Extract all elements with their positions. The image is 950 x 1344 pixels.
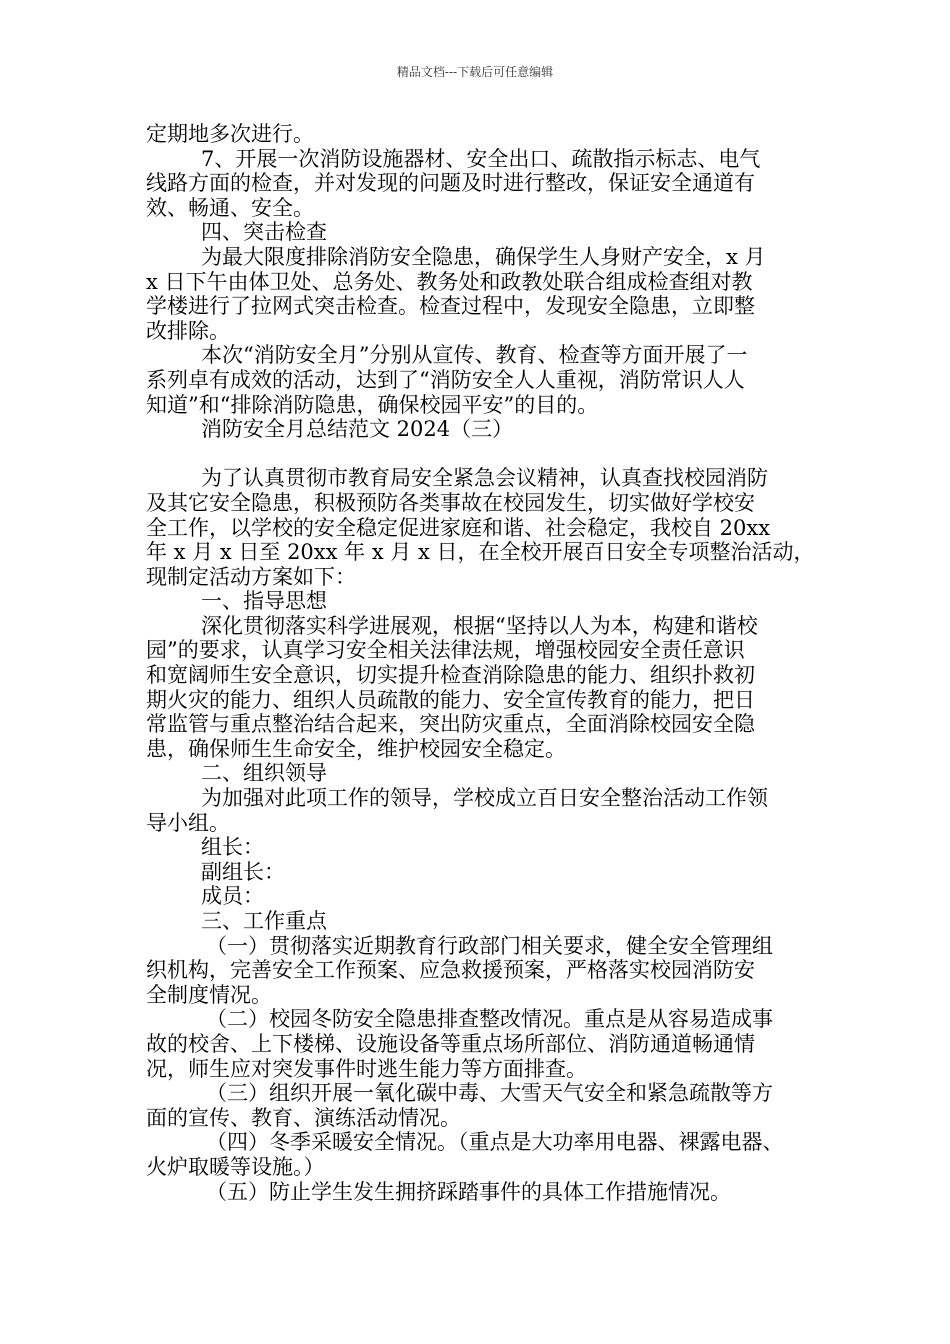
text-line: 消防安全月总结范文 2024（三） bbox=[201, 417, 514, 442]
text-line: 面的宣传、教育、演练活动情况。 bbox=[146, 1105, 461, 1130]
text-line: （一）贯彻落实近期教育行政部门相关要求，健全安全管理组 bbox=[206, 933, 773, 958]
text-line: 定期地多次进行。 bbox=[146, 122, 314, 146]
text-line: 7、开展一次消防设施器材、安全出口、疏散指示标志、电气 bbox=[201, 146, 761, 171]
text-line: 导小组。 bbox=[146, 810, 230, 835]
text-line: x 日下午由体卫处、总务处、教务处和政教处联合组成检查组对教 bbox=[146, 269, 753, 294]
text-line: 成员： bbox=[201, 884, 264, 909]
text-line: 线路方面的检查，并对发现的问题及时进行整改，保证安全通道有 bbox=[146, 171, 755, 196]
text-line: 故的校舍、上下楼梯、设施设备等重点场所部位、消防通道畅通情 bbox=[146, 1031, 755, 1056]
text-line: 为了认真贯彻市教育局安全紧急会议精神，认真查找校园消防 bbox=[201, 466, 768, 491]
text-line: 常监管与重点整治结合起来，突出防灾重点，全面消除校园安全隐 bbox=[146, 712, 755, 737]
document-body bbox=[146, 122, 815, 1204]
text-line: 改排除。 bbox=[146, 318, 230, 343]
text-line: 为加强对此项工作的领导，学校成立百日安全整治活动工作领 bbox=[201, 786, 768, 811]
text-line: 为最大限度排除消防安全隐患，确保学生人身财产安全，x 月 bbox=[201, 244, 766, 269]
text-line: 患，确保师生生命安全，维护校园安全稳定。 bbox=[146, 736, 566, 761]
text-line: 知道”和“排除消防隐患，确保校园平安”的目的。 bbox=[146, 392, 599, 417]
blank-line bbox=[146, 442, 810, 467]
text-line: 组长： bbox=[201, 835, 264, 860]
text-line: 园”的要求，认真学习安全相关法律法规，增强校园安全责任意识 bbox=[146, 638, 745, 663]
text-line: （三）组织开展一氧化碳中毒、大雪天气安全和紧急疏散等方 bbox=[206, 1081, 773, 1106]
text-line: 期火灾的能力、组织人员疏散的能力、安全宣传教育的能力，把日 bbox=[146, 687, 755, 712]
text-line: 全工作，以学校的安全稳定促进家庭和谐、社会稳定，我校自 20xx bbox=[146, 515, 771, 540]
text-line: 二、组织领导 bbox=[201, 761, 327, 786]
text-line: 年 x 月 x 日至 20xx 年 x 月 x 日，在全校开展百日安全专项整治活动， bbox=[146, 540, 815, 565]
text-line: 现制定活动方案如下： bbox=[146, 564, 356, 589]
text-line: 系列卓有成效的活动，达到了“消防安全人人重视，消防常识人人 bbox=[146, 367, 745, 392]
text-line: 和宽阔师生安全意识，切实提升检查消除隐患的能力、组织扑救初 bbox=[146, 663, 755, 688]
text-line: 四、突击检查 bbox=[201, 220, 327, 245]
text-line: 一、指导思想 bbox=[201, 589, 327, 614]
text-line: 三、工作重点 bbox=[201, 909, 327, 933]
text-line: （四）冬季采暖安全情况。（重点是大功率用电器、裸露电器、 bbox=[206, 1130, 784, 1155]
text-line: （二）校园冬防安全隐患排查整改情况。重点是从容易造成事 bbox=[206, 1007, 773, 1032]
text-line: 本次“消防安全月”分别从宣传、教育、检查等方面开展了一 bbox=[201, 343, 748, 368]
text-line: 学楼进行了拉网式突击检查。检查过程中，发现安全隐患，立即整 bbox=[146, 294, 755, 319]
text-line: 织机构，完善安全工作预案、应急救援预案，严格落实校园消防安 bbox=[146, 958, 755, 983]
page-header: 精品文档---下载后可任意编辑 bbox=[396, 65, 554, 79]
text-line: 副组长： bbox=[201, 859, 285, 884]
text-line: 全制度情况。 bbox=[146, 982, 272, 1007]
text-line: 火炉取暖等设施。） bbox=[146, 1154, 325, 1179]
text-line: （五）防止学生发生拥挤踩踏事件的具体工作措施情况。 bbox=[206, 1179, 731, 1204]
text-line: 况，师生应对突发事件时逃生能力等方面排查。 bbox=[146, 1056, 587, 1081]
text-line: 效、畅通、安全。 bbox=[146, 195, 314, 220]
text-line: 及其它安全隐患，积极预防各类事故在校园发生，切实做好学校安 bbox=[146, 490, 755, 515]
text-line: 深化贯彻落实科学进展观，根据“坚持以人为本，构建和谐校 bbox=[201, 613, 758, 638]
